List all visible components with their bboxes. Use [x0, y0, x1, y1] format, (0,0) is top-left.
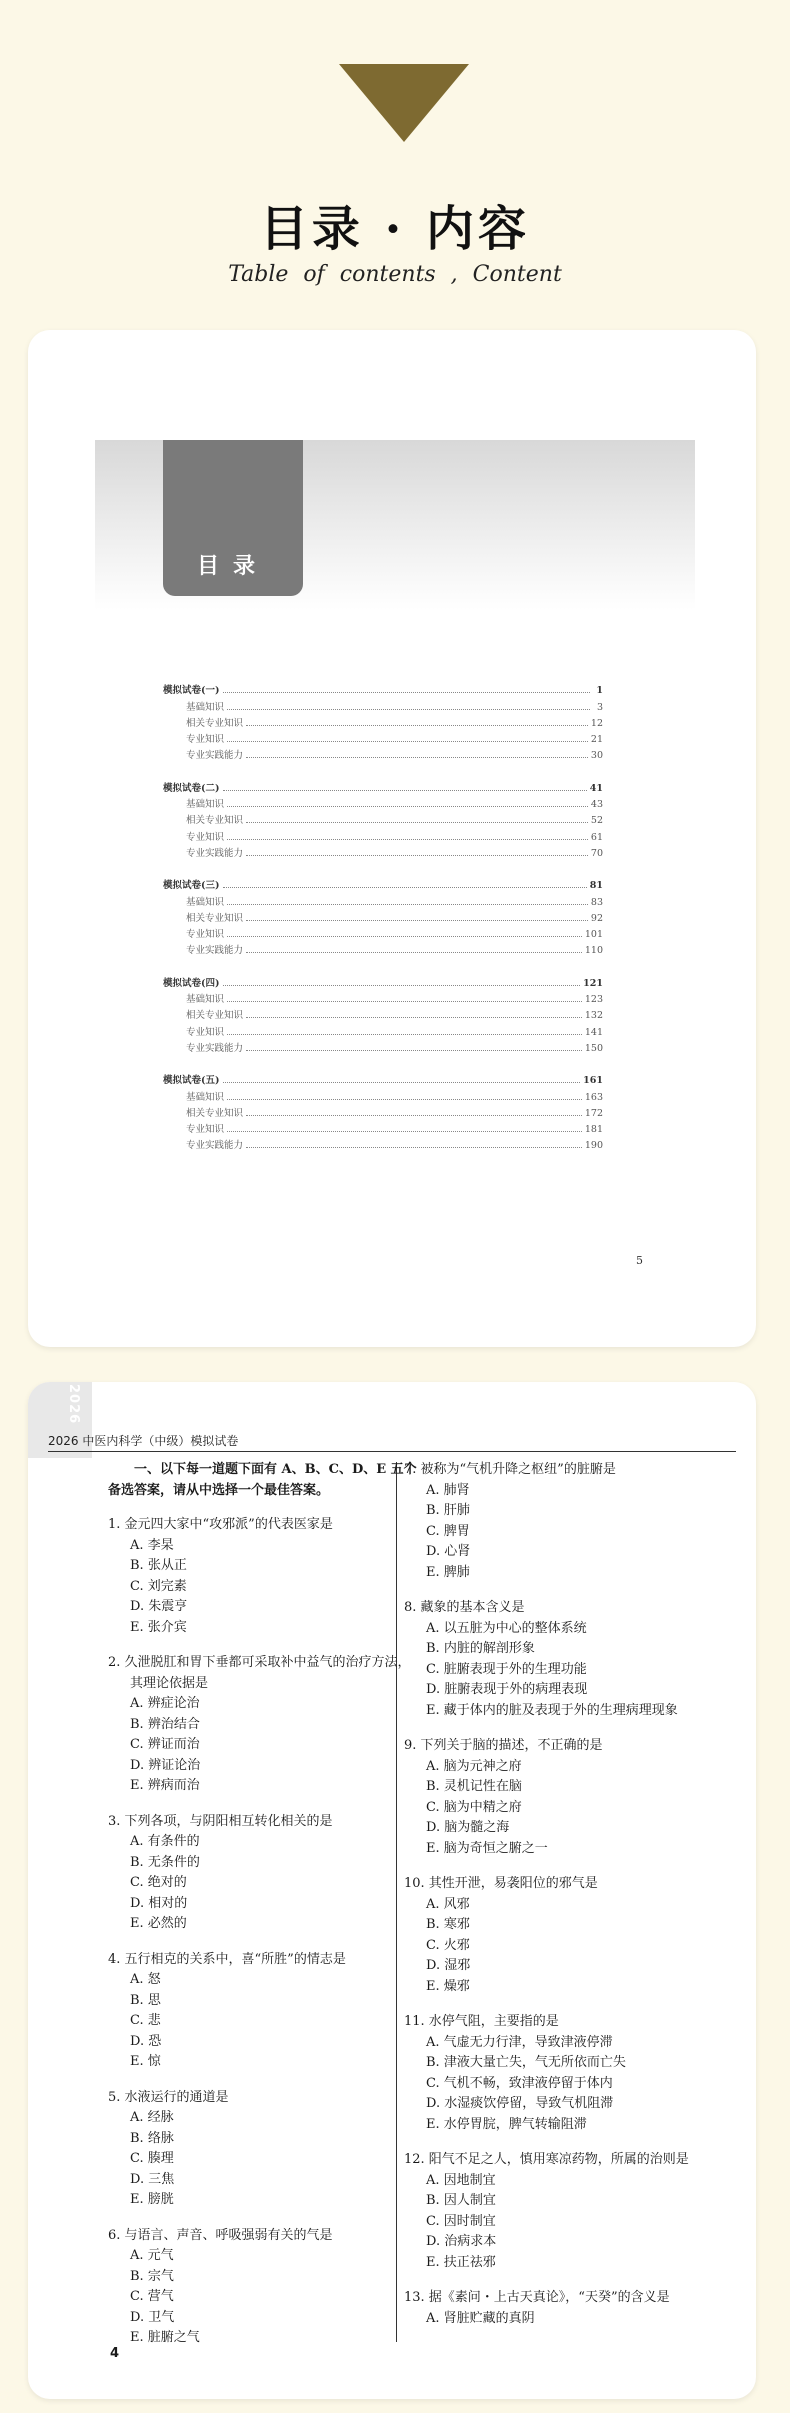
toc-entry-label: 专业实践能力 [186, 1140, 244, 1152]
answer-option[interactable]: B. 宗气 [130, 2268, 174, 2284]
question-stem: 9. 下列关于脑的描述，不正确的是 [404, 1738, 603, 1753]
toc-entry[interactable] [163, 875, 603, 891]
toc-tab-label: 目录 [196, 554, 269, 579]
right-column [404, 1460, 714, 2344]
left-column [108, 1460, 418, 2364]
question [404, 2012, 714, 2135]
answer-option[interactable]: B. 内脏的解剖形象 [426, 1641, 535, 1656]
leader-dots [246, 725, 588, 726]
question [404, 1460, 714, 1583]
leader-dots [227, 1034, 582, 1035]
leader-dots [223, 790, 587, 791]
answer-option[interactable]: B. 辨治结合 [130, 1716, 200, 1732]
toc-entry-label: 专业实践能力 [186, 847, 244, 859]
toc-entry-label: 专业知识 [186, 734, 225, 746]
toc-entry-label: 相关专业知识 [186, 1107, 244, 1119]
answer-option[interactable]: D. 水湿痰饮停留，导致气机阻滞 [426, 2096, 614, 2111]
toc-card [28, 330, 756, 1347]
answer-option[interactable]: E. 惊 [130, 2054, 161, 2069]
section-intro: 一、以下每一道题下面有 A、B、C、D、E 五个备选答案，请从中选择一个最佳答案。 [108, 1462, 417, 1498]
answer-option[interactable]: B. 津液大量亡失，气无所依而亡失 [426, 2055, 626, 2070]
answer-option[interactable]: D. 卫气 [130, 2309, 175, 2325]
toc-entry[interactable] [163, 1135, 603, 1151]
answer-option[interactable]: B. 络脉 [130, 2130, 174, 2146]
toc-entry-page: 121 [583, 977, 603, 989]
toc-tab [163, 440, 303, 596]
toc-entry-page: 30 [590, 750, 603, 762]
answer-option[interactable]: C. 营气 [130, 2289, 174, 2304]
toc-entry-label: 基础知识 [186, 701, 225, 713]
answer-option[interactable]: E. 扶正祛邪 [426, 2254, 496, 2270]
toc-entry[interactable] [163, 1086, 603, 1102]
answer-option[interactable]: D. 辨证论治 [130, 1757, 201, 1773]
answer-option[interactable]: C. 绝对的 [130, 1875, 187, 1890]
toc-entry-label: 专业知识 [186, 1026, 225, 1038]
toc-entry-label: 基础知识 [186, 1091, 225, 1103]
answer-option[interactable]: D. 治病求本 [426, 2234, 497, 2249]
toc-entry-page: 61 [590, 831, 603, 843]
answer-option[interactable]: A. 肺肾 [426, 1482, 470, 1498]
leader-dots [246, 1115, 582, 1116]
leader-dots [246, 1050, 582, 1051]
question-stem: 3. 下列各项，与阴阳相互转化相关的是 [108, 1813, 333, 1829]
toc-entry-label: 专业实践能力 [186, 945, 244, 957]
toc-entry-label: 相关专业知识 [186, 815, 244, 827]
toc-entry-page: 101 [584, 929, 603, 941]
toc-entry[interactable] [163, 745, 603, 761]
answer-option[interactable]: D. 心肾 [426, 1544, 471, 1559]
leader-dots [227, 741, 588, 742]
answer-option[interactable]: A. 风邪 [426, 1896, 470, 1912]
toc-entry[interactable] [163, 810, 603, 826]
toc-entry-page: 43 [590, 799, 603, 811]
answer-option[interactable]: A. 肾脏贮藏的真阴 [426, 2310, 535, 2326]
toc-entry-label: 模拟试卷(五) [163, 1075, 220, 1087]
question-stem: 2. 久泄脱肛和胃下垂都可采取补中益气的治疗方法，其理论依据是 [108, 1655, 411, 1691]
toc-entry-label: 模拟试卷(三) [163, 880, 220, 892]
toc-entry-page: 161 [583, 1075, 603, 1087]
question-stem: 8. 藏象的基本含义是 [404, 1600, 525, 1615]
question [108, 1653, 418, 1797]
answer-option[interactable]: B. 灵机记性在脑 [426, 1779, 522, 1794]
leader-dots [246, 1017, 582, 1018]
toc-entry-page: 92 [590, 912, 603, 924]
toc-entry-label: 相关专业知识 [186, 912, 244, 924]
leader-dots [246, 952, 582, 953]
toc-entry-page: 190 [584, 1140, 603, 1152]
question-stem: 13. 据《素问・上古天真论》，“天癸”的含义是 [404, 2290, 670, 2305]
toc-entry-page: 12 [590, 717, 603, 729]
leader-dots [246, 920, 588, 921]
answer-option[interactable]: D. 脑为髓之海 [426, 1820, 510, 1835]
toc-entry[interactable] [163, 940, 603, 956]
leader-dots [223, 985, 581, 986]
question [404, 2150, 714, 2273]
leader-dots [227, 1131, 582, 1132]
answer-option[interactable]: D. 三焦 [130, 2171, 175, 2187]
toc-entry[interactable] [163, 1038, 603, 1054]
page-number: 5 [636, 1254, 643, 1267]
toc-entry-label: 相关专业知识 [186, 1010, 244, 1022]
answer-option[interactable]: E. 脑为奇恒之腑之一 [426, 1840, 548, 1856]
toc-entry[interactable] [163, 794, 603, 810]
toc-group [163, 777, 603, 858]
toc-entry[interactable] [163, 1005, 603, 1021]
answer-option[interactable]: A. 脑为元神之府 [426, 1758, 522, 1774]
toc-entry-page: 123 [584, 994, 603, 1006]
leader-dots [227, 936, 582, 937]
answer-option[interactable]: A. 辨症论治 [130, 1696, 200, 1711]
answer-option[interactable]: A. 李杲 [130, 1537, 174, 1553]
question [404, 1874, 714, 1997]
answer-option[interactable]: B. 张从正 [130, 1558, 187, 1573]
toc-entry-label: 专业实践能力 [186, 750, 244, 762]
question-stem: 1. 金元四大家中“攻邪派”的代表医家是 [108, 1517, 333, 1532]
answer-option[interactable]: E. 燥邪 [426, 1978, 470, 1994]
page-number: 4 [110, 2346, 120, 2361]
header-rule [48, 1451, 736, 1452]
question [404, 1598, 714, 1721]
toc-entry[interactable] [163, 843, 603, 859]
leader-dots [227, 709, 590, 710]
answer-option[interactable]: C. 悲 [130, 2013, 161, 2028]
leader-dots [246, 822, 588, 823]
exam-card [28, 1382, 756, 2399]
toc-entry[interactable] [163, 1119, 603, 1135]
leader-dots [227, 839, 588, 840]
answer-option[interactable]: E. 膀胱 [130, 2192, 174, 2207]
answer-option[interactable]: A. 元气 [130, 2248, 174, 2263]
toc-entry-page: 21 [590, 734, 603, 746]
toc-entry[interactable] [163, 826, 603, 842]
toc-banner [95, 440, 695, 610]
answer-option[interactable]: B. 因人制宜 [426, 2193, 496, 2208]
toc-entry-page: 163 [584, 1091, 603, 1103]
leader-dots [223, 692, 591, 693]
toc-entry[interactable] [163, 729, 603, 745]
down-triangle-icon [339, 64, 469, 142]
question-stem: 6. 与语言、声音、呼吸强弱有关的气是 [108, 2227, 333, 2243]
toc-entry[interactable] [163, 1070, 603, 1086]
toc-entry-page: 181 [584, 1124, 603, 1136]
question-stem: 7. 被称为“气机升降之枢纽”的脏腑是 [404, 1462, 616, 1477]
answer-option[interactable]: C. 火邪 [426, 1937, 470, 1953]
toc-entry-label: 专业实践能力 [186, 1042, 244, 1054]
question [404, 1736, 714, 1859]
answer-option[interactable]: D. 恐 [130, 2033, 162, 2049]
toc-entry-label: 基础知识 [186, 994, 225, 1006]
answer-option[interactable]: E. 水停胃脘，脾气转输阻滞 [426, 2116, 587, 2132]
question-stem: 11. 水停气阻，主要指的是 [404, 2014, 559, 2029]
toc-group [163, 875, 603, 956]
toc-entry-page: 41 [589, 782, 603, 794]
toc-list [163, 680, 603, 1167]
toc-entry-label: 基础知识 [186, 896, 225, 908]
question [108, 1950, 418, 2073]
toc-entry-label: 模拟试卷(一) [163, 685, 220, 697]
exam-header: 2026 中医内科学（中级）模拟试卷 [48, 1434, 239, 1448]
answer-option[interactable]: A. 气虚无力行津，导致津液停滞 [426, 2034, 613, 2050]
year-tag: 2026 [28, 1382, 92, 1458]
answer-option[interactable]: B. 肝肺 [426, 1503, 470, 1518]
toc-entry-label: 专业知识 [186, 1124, 225, 1136]
page-subtitle: Table of contents , Content [228, 262, 562, 287]
leader-dots [246, 1147, 582, 1148]
answer-option[interactable]: A. 经脉 [130, 2110, 174, 2125]
toc-entry-page: 172 [584, 1107, 603, 1119]
answer-option[interactable]: C. 因时制宜 [426, 2213, 496, 2229]
toc-group [163, 680, 603, 761]
toc-entry[interactable] [163, 680, 603, 696]
leader-dots [227, 806, 588, 807]
question-stem: 12. 阳气不足之人，慎用寒凉药物，所属的治则是 [404, 2152, 689, 2167]
question-stem: 10. 其性开泄，易袭阳位的邪气是 [404, 1876, 598, 1891]
answer-option[interactable]: E. 脏腑之气 [130, 2330, 200, 2345]
question [108, 2088, 418, 2211]
leader-dots [227, 904, 588, 905]
question [108, 2226, 418, 2349]
toc-entry[interactable] [163, 1021, 603, 1037]
leader-dots [223, 1082, 581, 1083]
toc-entry[interactable] [163, 924, 603, 940]
toc-entry[interactable] [163, 777, 603, 793]
toc-entry[interactable] [163, 972, 603, 988]
answer-option[interactable]: A. 以五脏为中心的整体系统 [426, 1620, 587, 1636]
toc-entry-page: 52 [590, 815, 603, 827]
answer-option[interactable]: E. 藏于体内的脏及表现于外的生理病理现象 [426, 1702, 678, 1718]
toc-entry-page: 110 [584, 945, 603, 957]
answer-option[interactable]: C. 辨证而治 [130, 1737, 200, 1752]
toc-entry[interactable] [163, 696, 603, 712]
answer-option[interactable]: B. 寒邪 [426, 1917, 470, 1932]
answer-option[interactable]: A. 有条件的 [130, 1834, 200, 1849]
answer-option[interactable]: B. 无条件的 [130, 1854, 200, 1870]
leader-dots [246, 855, 588, 856]
answer-option[interactable]: D. 朱震亨 [130, 1599, 188, 1614]
toc-entry-page: 141 [584, 1026, 603, 1038]
leader-dots [223, 887, 587, 888]
answer-option[interactable]: A. 因地制宜 [426, 2172, 496, 2188]
leader-dots [227, 1099, 582, 1100]
answer-option[interactable]: B. 思 [130, 1992, 161, 2008]
toc-group [163, 972, 603, 1053]
answer-option[interactable]: C. 气机不畅，致津液停留于体内 [426, 2075, 613, 2091]
answer-option[interactable]: E. 辨病而治 [130, 1778, 200, 1793]
toc-entry-page: 1 [596, 685, 603, 697]
answer-option[interactable]: D. 相对的 [130, 1895, 188, 1911]
answer-option[interactable]: C. 脾胃 [426, 1523, 470, 1539]
question [108, 1515, 418, 1638]
answer-option[interactable]: E. 脾肺 [426, 1564, 470, 1580]
answer-option[interactable]: E. 必然的 [130, 1916, 187, 1931]
toc-entry-page: 150 [584, 1042, 603, 1054]
toc-entry-page: 81 [589, 880, 603, 892]
answer-option[interactable]: C. 脏腑表现于外的生理功能 [426, 1661, 587, 1677]
toc-entry[interactable] [163, 1103, 603, 1119]
answer-option[interactable]: D. 脏腑表现于外的病理表现 [426, 1682, 588, 1697]
toc-entry-label: 专业知识 [186, 929, 225, 941]
question-stem: 4. 五行相克的关系中，喜“所胜”的情志是 [108, 1951, 346, 1967]
toc-entry-label: 基础知识 [186, 799, 225, 811]
toc-entry-label: 相关专业知识 [186, 717, 244, 729]
toc-entry-label: 模拟试卷(四) [163, 977, 220, 989]
leader-dots [246, 757, 588, 758]
page-title: 目录 · 内容 [259, 201, 531, 257]
answer-option[interactable]: C. 腠理 [130, 2151, 174, 2166]
question [108, 1812, 418, 1935]
answer-option[interactable]: C. 刘完素 [130, 1578, 187, 1594]
toc-entry-label: 专业知识 [186, 831, 225, 843]
answer-option[interactable]: E. 张介宾 [130, 1619, 187, 1635]
toc-entry-page: 3 [596, 701, 603, 713]
toc-entry-page: 83 [590, 896, 603, 908]
toc-entry-label: 模拟试卷(二) [163, 782, 220, 794]
toc-entry[interactable] [163, 908, 603, 924]
toc-entry[interactable] [163, 713, 603, 729]
question-stem: 5. 水液运行的通道是 [108, 2089, 229, 2105]
question [404, 2288, 714, 2329]
toc-entry-page: 70 [590, 847, 603, 859]
toc-entry-page: 132 [584, 1010, 603, 1022]
answer-option[interactable]: A. 怒 [130, 1972, 161, 1987]
toc-entry[interactable] [163, 989, 603, 1005]
answer-option[interactable]: D. 湿邪 [426, 1958, 471, 1973]
toc-group [163, 1070, 603, 1151]
answer-option[interactable]: C. 脑为中精之府 [426, 1799, 522, 1815]
toc-entry[interactable] [163, 891, 603, 907]
leader-dots [227, 1001, 582, 1002]
